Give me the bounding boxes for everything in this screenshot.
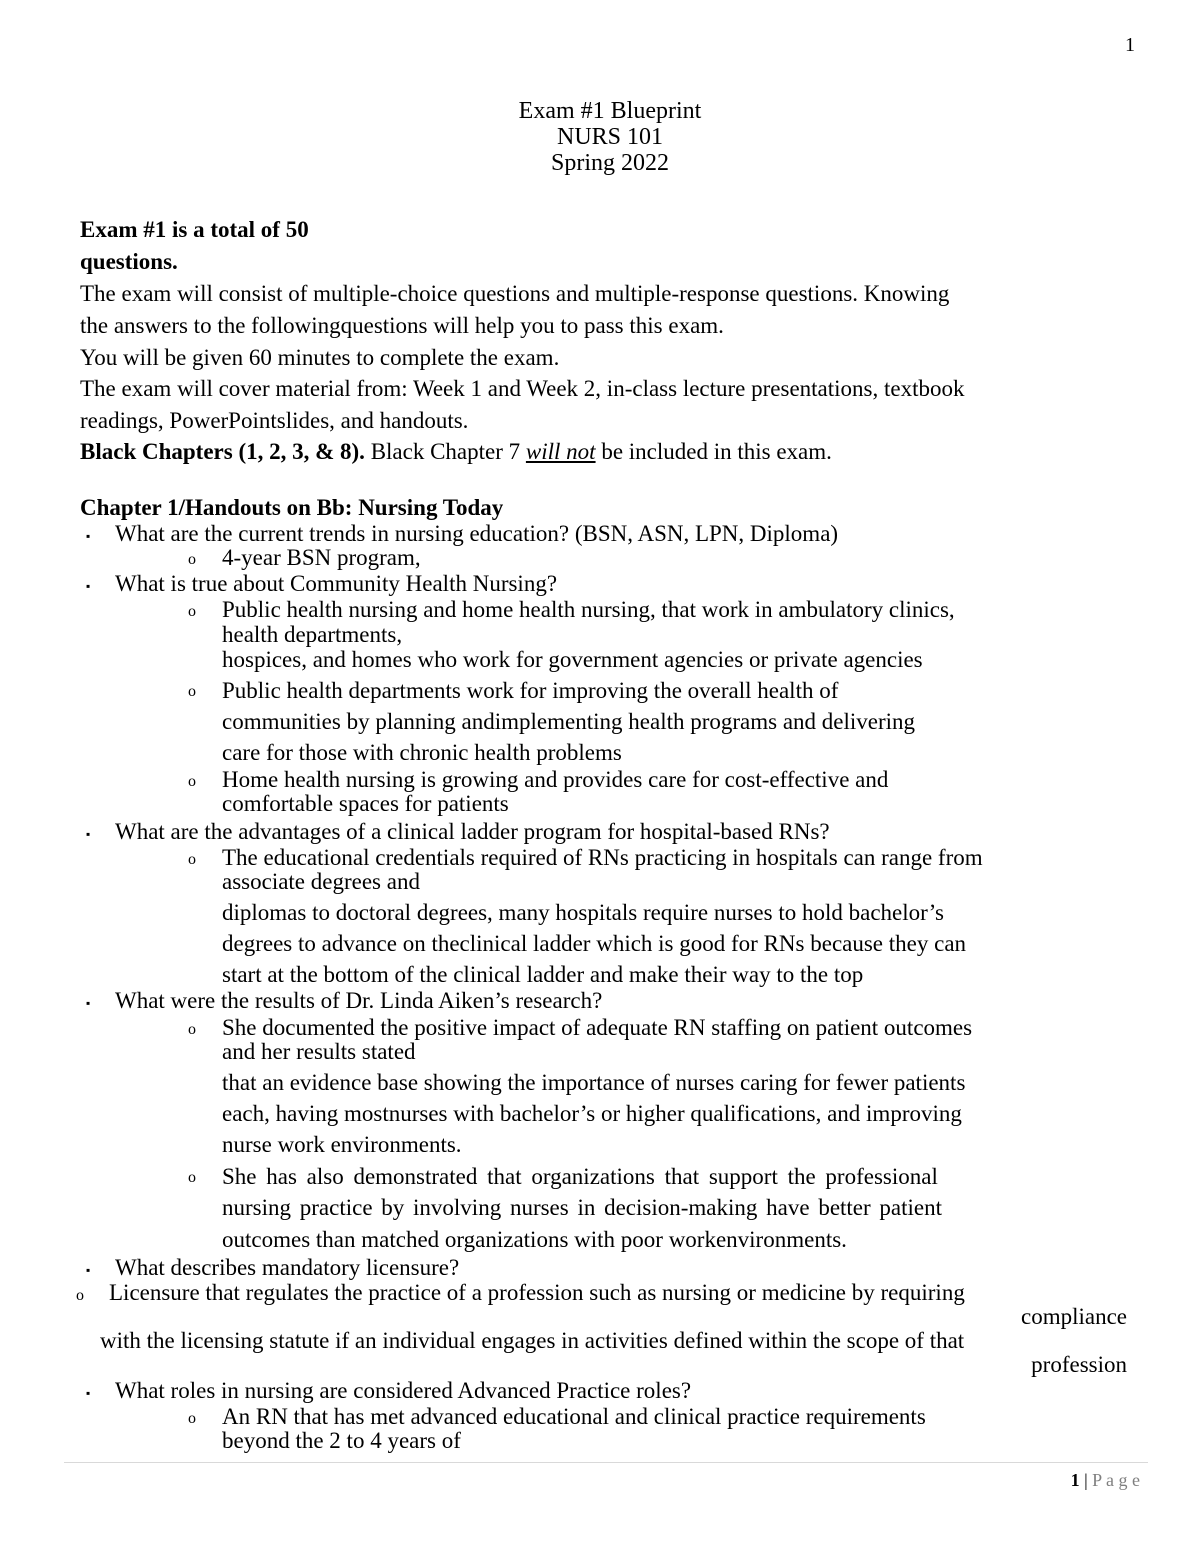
intro-p1b: the answers to the followingquestions will help you to pass this exam. [80,313,724,338]
q2-answer-3-line-1: Home health nursing is growing and provides care for cost-effective and [222,767,889,792]
q4-answer-1-line-3: that an evidence base showing the importance of nurses caring for fewer patients [222,1070,966,1095]
q5-answer-1-line-2: compliance [1020,1304,1127,1329]
q2-answer-3-line-2: comfortable spaces for patients [222,791,509,816]
bullet-icon: ▪ [86,529,91,543]
term: Spring 2022 [550,150,669,176]
bullet-icon: ▪ [86,827,91,841]
q2-answer-1-line-2: health departments, [222,622,403,647]
exam-title: Exam #1 Blueprint [518,98,702,124]
q3-answer-1-line-4: degrees to advance on theclinical ladder which is good for RNs because they can [222,931,967,956]
sub-bullet-icon: o [188,1169,196,1186]
chapters-pre: Black Chapter 7 [364,439,526,464]
q4-answer-1-line-2: and her results stated [222,1039,416,1064]
footer-divider [64,1462,1148,1463]
sub-bullet-icon: o [188,1021,196,1038]
sub-bullet-icon: o [188,1410,196,1427]
section-heading: Chapter 1/Handouts on Bb: Nursing Today [80,495,504,520]
q2-answer-2-line-2: communities by planning andimplementing health programs and delivering [222,709,916,734]
chapters-bold: Black Chapters (1, 2, 3, & 8). [80,439,365,464]
q5-answer-1-line-1: Licensure that regulates the practice of a profession such as nursing or medicine by requiring [109,1280,965,1305]
page-footer [1071,1470,1140,1490]
bullet-icon: ▪ [86,1263,91,1277]
q6-answer-1-line-2: beyond the 2 to 4 years of [222,1428,461,1453]
q4-answer-1-line-1: She documented the positive impact of adequate RN staffing on patient outcomes [222,1015,973,1040]
q2-answer-2-line-1: Public health departments work for improving the overall health of [222,678,839,703]
question-6: What roles in nursing are considered Advanced Practice roles? [115,1378,692,1403]
question-4: What were the results of Dr. Linda Aiken’s research? [115,988,603,1013]
q2-answer-1-line-1: Public health nursing and home health nursing, that work in ambulatory clinics, [222,597,955,622]
question-5: What describes mandatory licensure? [115,1255,460,1280]
sub-bullet-icon: o [76,1287,84,1304]
q4-answer-2-line-1: She has also demonstrated that organizations that support the professional [222,1164,938,1189]
question-2: What is true about Community Health Nursing? [115,571,558,596]
q3-answer-1-line-1: The educational credentials required of RNs practicing in hospitals can range from [222,845,983,870]
intro-p1a: The exam will consist of multiple-choice questions and multiple-response questions. Knowing [80,281,950,306]
bullet-icon: ▪ [86,1386,91,1400]
bullet-icon: ▪ [86,996,91,1010]
footer-page-number: 1 [1070,1470,1080,1490]
question-1: What are the current trends in nursing education? (BSN, ASN, LPN, Diploma) [115,521,839,546]
q2-answer-2-line-3: care for those with chronic health problems [222,740,622,765]
q3-answer-1-line-2: associate degrees and [222,869,420,894]
q5-answer-1-line-4: profession [1031,1352,1127,1377]
total-line-1: Exam #1 is a total of 50 [80,217,309,242]
bullet-icon: ▪ [86,579,91,593]
sub-bullet-icon: o [188,773,196,790]
chapters-line [80,436,832,467]
intro-p3a: The exam will cover material from: Week 1 and Week 2, in-class lecture presentations, textbook [80,376,965,401]
q4-answer-1-line-4: each, having mostnurses with bachelor’s or higher qualifications, and improving [222,1101,962,1126]
q1-answer-1: 4-year BSN program, [222,545,421,570]
q4-answer-2-line-2: nursing practice by involving nurses in decision-making have better patient [222,1195,943,1220]
course-code: NURS 101 [556,124,664,150]
question-3: What are the advantages of a clinical ladder program for hospital-based RNs? [115,819,830,844]
sub-bullet-icon: o [188,851,196,868]
q2-answer-1-line-3: hospices, and homes who work for government agencies or private agencies [222,647,923,672]
footer-page-label: P a g e [1092,1470,1140,1490]
chapters-post: be included in this exam. [595,439,832,464]
sub-bullet-icon: o [188,683,196,700]
footer-separator: | [1084,1470,1088,1490]
q6-answer-1-line-1: An RN that has met advanced educational and clinical practice requirements [222,1404,926,1429]
sub-bullet-icon: o [188,551,196,568]
page-number-top: 1 [1125,34,1135,56]
sub-bullet-icon: o [188,603,196,620]
chapters-emphasis: will not [525,439,596,464]
total-line-2: questions. [80,249,178,274]
q3-answer-1-line-5: start at the bottom of the clinical ladder and make their way to the top [222,962,864,987]
q4-answer-2-line-3: outcomes than matched organizations with poor workenvironments. [222,1227,847,1252]
intro-p2: You will be given 60 minutes to complete the exam. [80,345,560,370]
q3-answer-1-line-3: diplomas to doctoral degrees, many hospitals require nurses to hold bachelor’s [222,900,944,925]
q4-answer-1-line-5: nurse work environments. [222,1132,462,1157]
intro-p3b: readings, PowerPointslides, and handouts. [80,408,469,433]
q5-answer-1-line-3: with the licensing statute if an individual engages in activities defined within the scope of that [100,1328,965,1353]
